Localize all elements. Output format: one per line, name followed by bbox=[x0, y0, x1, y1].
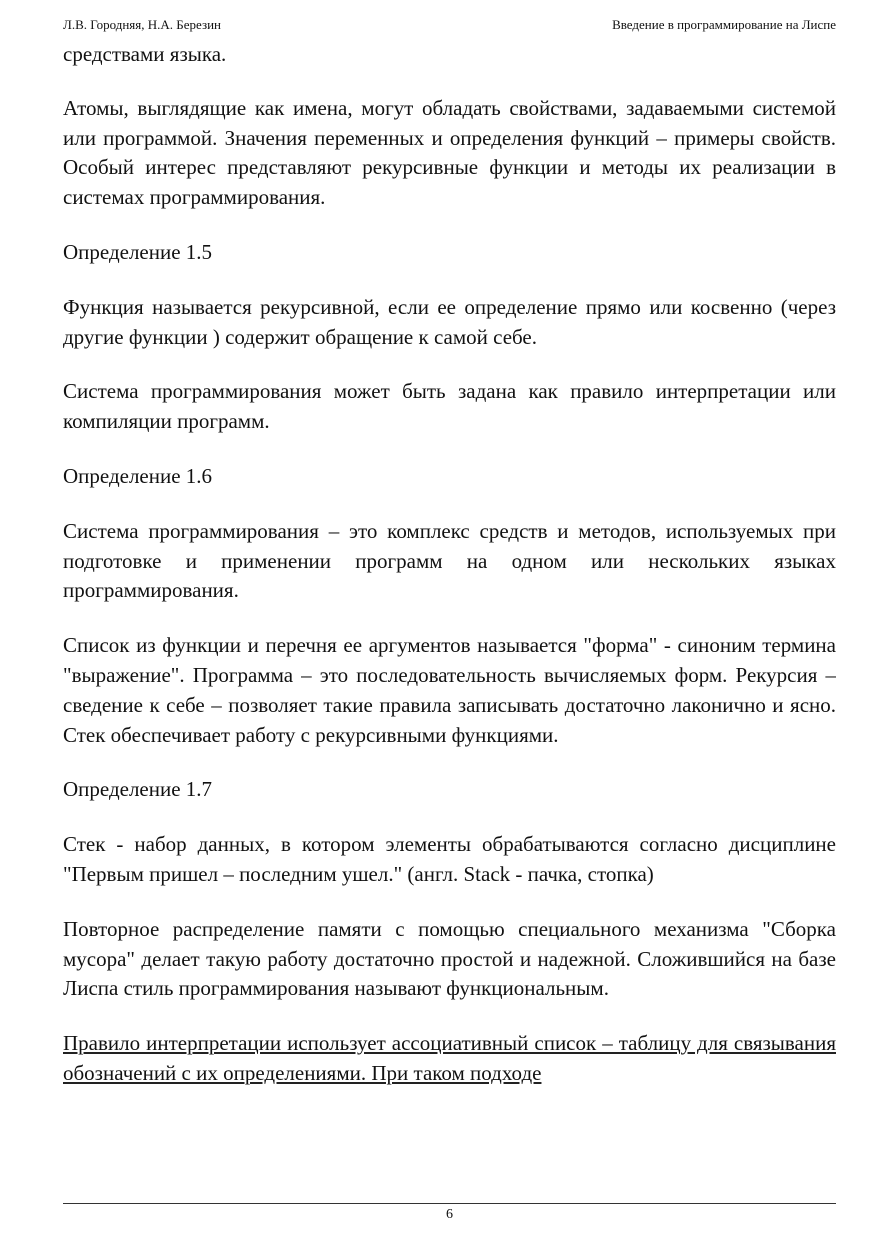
paragraph-garbage-collection: Повторное распределение памяти с помощью специального механизма "Сборка мусора" делает такую работу достаточно простой и надежной. Сложившийся на базе Лиспа стиль программирования называют функциональным. bbox=[63, 916, 836, 1001]
paragraph-interpretation-rule: Правило интерпретации использует ассоциативный список – таблицу для связывания обозначений с их определениями. При таком подходе bbox=[63, 1031, 836, 1085]
page-number: 6 bbox=[446, 1207, 453, 1222]
paragraph-programming-system-definition: Система программирования – это комплекс средств и методов, используемых при подготовке и применении программ на одном или нескольких языках программирования. bbox=[63, 518, 836, 603]
header-authors: Л.В. Городняя, Н.А. Березин bbox=[63, 17, 222, 32]
definition-heading-1-7: Определение 1.7 bbox=[63, 777, 213, 802]
paragraph-stack-definition: Стек - набор данных, в котором элементы обрабатываются согласно дисциплине "Первым пришел – последним ушел." (англ. Stack - пачка, стопка) bbox=[63, 832, 836, 886]
page-body bbox=[63, 40, 836, 1203]
header-book-title: Введение в программирование на Лиспе bbox=[612, 17, 836, 32]
paragraph-atoms-properties: Атомы, выглядящие как имена, могут обладать свойствами, задаваемыми системой или программой. Значения переменных и определения функций – примеры свойств. Особый интерес представляют рекурсивные функции и методы их реализации в системах программирования. bbox=[63, 95, 836, 210]
definition-heading-1-6: Определение 1.6 bbox=[63, 463, 213, 488]
definition-heading-1-5: Определение 1.5 bbox=[63, 239, 213, 264]
document-page bbox=[63, 0, 836, 1241]
paragraph-continuation: средствами языка. bbox=[63, 42, 227, 66]
running-header bbox=[63, 17, 836, 33]
footer-divider bbox=[63, 1203, 836, 1204]
paragraph-recursive-function: Функция называется рекурсивной, если ее определение прямо или косвенно (через другие функции ) содержит обращение к самой себе. bbox=[63, 294, 836, 349]
paragraph-programming-system-rule: Система программирования может быть задана как правило интерпретации или компиляции программ. bbox=[63, 379, 836, 434]
paragraph-form-expression: Список из функции и перечня ее аргументов называется "форма" - синоним термина "выражение". Программа – это последовательность вычисляемых форм. Рекурсия – сведение к себе – позволяет такие правила записывать достаточно лаконично и ясно. Стек обеспечивает работу с рекурсивными функциями. bbox=[63, 633, 836, 747]
